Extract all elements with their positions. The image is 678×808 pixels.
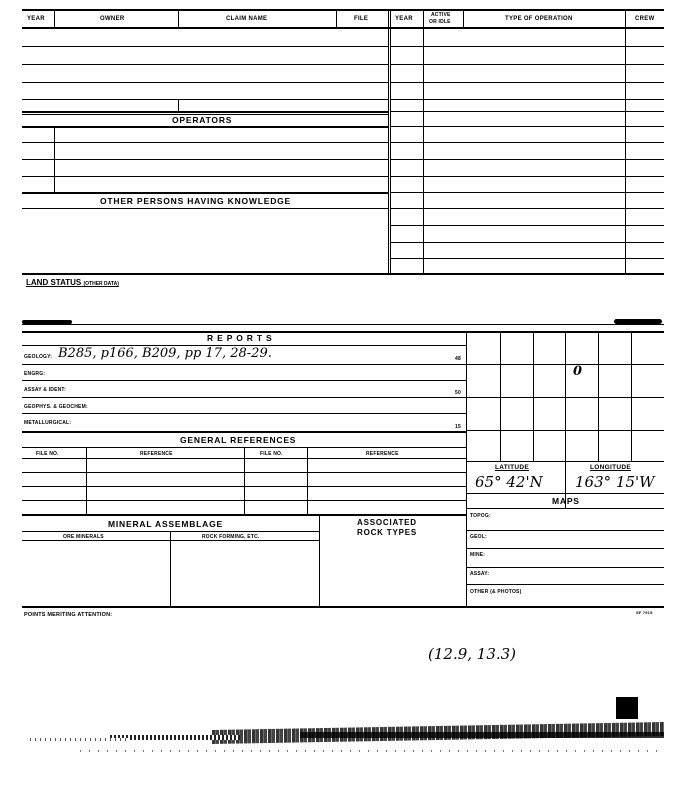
maps-title: MAPS <box>552 496 580 506</box>
operators-heading: OPERATORS <box>172 115 233 125</box>
number-48: 48 <box>455 356 461 362</box>
land-status-label: LAND STATUS (OTHER DATA) <box>26 278 119 287</box>
longitude-value: 163° 15'W <box>575 473 655 491</box>
form-code: SF 7915 <box>636 610 653 615</box>
geology-value: B285, p166, B209, pp 17, 28-29. <box>58 346 272 361</box>
other-persons-heading: OTHER PERSONS HAVING KNOWLEDGE <box>100 196 292 206</box>
assay-label: ASSAY: <box>470 571 490 577</box>
header-crew: CREW <box>635 16 655 22</box>
longitude-label: LONGITUDE <box>590 464 631 471</box>
geophys-label: GEOPHYS. & GEOCHEM: <box>24 404 88 410</box>
header-year: YEAR <box>27 16 45 22</box>
header-or-idle: OR IDLE <box>429 19 451 25</box>
number-50: 50 <box>455 390 461 396</box>
reference-header: REFERENCE <box>140 451 173 457</box>
header-file: FILE <box>354 16 369 22</box>
latitude-value: 65° 42'N <box>475 473 543 491</box>
number-15: 15 <box>455 424 461 430</box>
metallurgical-label: METALLURGICAL: <box>24 420 72 426</box>
geol-label: GEOL: <box>470 534 487 540</box>
header-year-2: YEAR <box>395 16 413 22</box>
header-owner: OWNER <box>100 16 125 22</box>
mine-label: MINE: <box>470 552 486 558</box>
other-photos-label: OTHER (& PHOTOS) <box>470 589 522 595</box>
associated-label: ASSOCIATED <box>357 518 417 527</box>
reference-header: REFERENCE <box>366 451 399 457</box>
reports-title: R E P O R T S <box>207 333 273 343</box>
ore-minerals-header: ORE MINERALS <box>63 534 104 540</box>
mineral-assemblage-title: MINERAL ASSEMBLAGE <box>108 519 223 529</box>
rule <box>22 9 664 11</box>
file-no-header: FILE NO. <box>260 451 283 457</box>
topog-label: TOPOG: <box>470 513 491 519</box>
points-meriting-label: POINTS MERITING ATTENTION: <box>24 612 113 618</box>
rule <box>22 27 664 29</box>
coordinates-note: (12.9, 13.3) <box>428 645 517 663</box>
file-no-header: FILE NO. <box>36 451 59 457</box>
rock-types-label: ROCK TYPES <box>357 528 418 537</box>
latitude-label: LATITUDE <box>495 464 530 471</box>
grid-mark: 0 <box>573 364 583 379</box>
header-claim-name: CLAIM NAME <box>226 16 268 22</box>
header-type-of-operation: TYPE OF OPERATION <box>505 16 573 22</box>
header-active: ACTIVE <box>431 12 451 18</box>
assay-label: ASSAY & IDENT: <box>24 387 66 393</box>
general-references-title: GENERAL REFERENCES <box>180 435 297 445</box>
engrg-label: ENGRG: <box>24 371 46 377</box>
rock-forming-header: ROCK FORMING, ETC. <box>202 534 260 540</box>
geology-label: GEOLOGY: <box>24 354 53 360</box>
